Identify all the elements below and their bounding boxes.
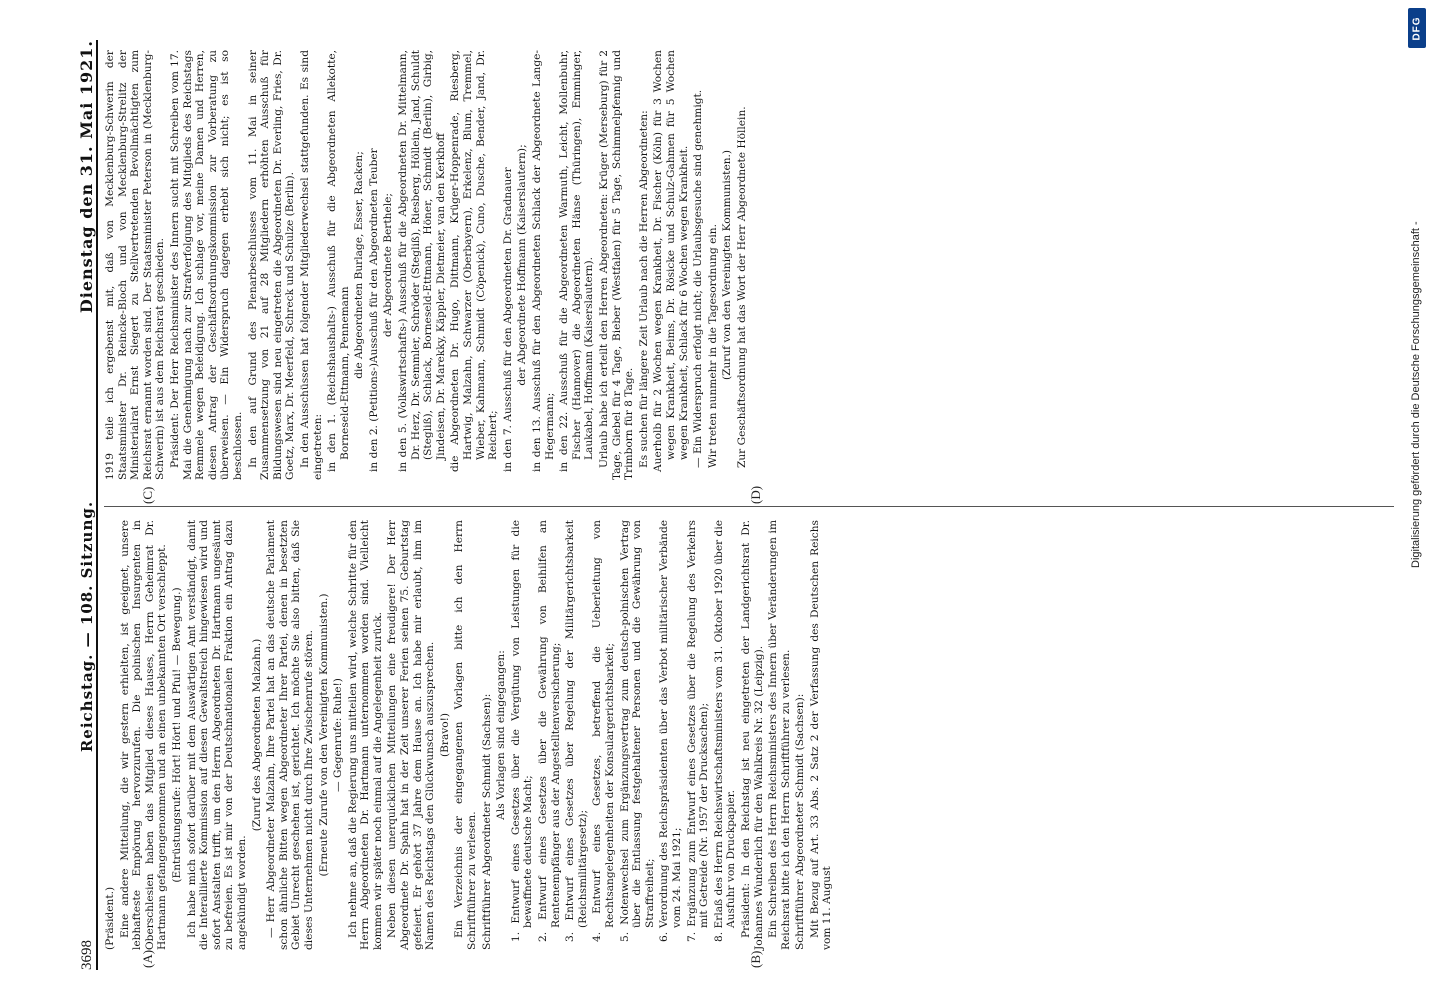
paragraph: Mit Bezug auf Art. 33 Abs. 2 Satz 2 der Verfassung des Deutschen Reichs vom 11. August — [808, 520, 834, 950]
list-item: 3. Entwurf eines Gesetzes über Regelung der Militärgerichtsbarkeit (Reichsmilitärgesetz); — [564, 520, 589, 942]
paragraph: Präsident: In den Reichstag ist neu eingetreten der Landgerichtsrat Dr. Johannes Wunderlich für den Wahlkreis Nr. 32 (Leipzig). — [739, 520, 765, 950]
speaker-tag: (Präsident.) — [104, 886, 116, 950]
list-item: 7. Ergänzung zum Entwurf eines Gesetzes über die Regelung des Verkehrs mit Getreide (Nr. 1957 der Drucksachen); — [685, 520, 711, 942]
paragraph: 1919 teile ich ergebenst mit, daß von Mecklenburg-Schwerin der Staatsminister Dr. Reincke-Bloch und von Mecklenburg-Strelitz der Ministerialrat Ernst Siegert zu Stellvertretenden Bevollmächtigten zum Reichsrat ernannt worden sind. Der Staatsminister Peterson in (Mecklenburg-Schwerin) ist aus dem Reichsrat geschieden. — [104, 50, 167, 480]
right-column — [104, 50, 751, 480]
list-item: Auerholb für 2 Wochen wegen Krankheit, Dr. Fischer (Köln) für 3 Wochen wegen Krankheit, Beims, Dr. Rösicke und Schulz-Gahmen für 5 Wochen wegen Krankheit, Schlack für 6 Wochen wegen Krankheit. — [652, 50, 690, 472]
paragraph: Ein Schreiben des Herrn Reichsministers des Innern über Veränderungen im Reichsrat bitte ich den Herrn Schriftführer zu verlesen. — [767, 520, 792, 950]
interjection: (Entrüstungsrufe: Hört! Hört! und Pfui! — Bewegung.) — [170, 587, 183, 883]
paragraph: Zur Geschäftsordnung hat das Wort der Herr Abgeordnete Höllein. — [735, 106, 748, 468]
paragraph: Es suchen für längere Zeit Urlaub nach die Herren Abgeordneten: — [637, 110, 650, 468]
page-number: 3698 — [79, 940, 95, 970]
list-item: 5. Notenwechsel zum Ergänzungsvertrag zum deutsch-polnischen Vertrag über die Entlassung festgehaltener Personen und die Gewährung von Straffreiheit; — [618, 520, 656, 942]
list-item: die Abgeordneten Dr. Hugo, Dittmann, Krüger-Hoppenrade, Riesberg, Hartwig, Malzahn, Schwarzer (Oberbayern), Erkelenz, Blum, Tremmel, Wieber, Kahmann, Schmidt (Cöpenick), Cuno, Dusche, Bender, Jand, Dr. Reichert; — [449, 50, 500, 472]
funding-note — [1406, 8, 1428, 992]
list-item: 6. Verordnung des Reichspräsidenten über das Verbot militärischer Verbände vom 24. Mai 1921; — [658, 520, 683, 942]
list-item: in den 5. (Volkswirtschafts-) Ausschuß für die Abgeordneten Dr. Mittelmann, Dr. Herz, Dr. Semmler, Schröder (Stegliß), Riesberg, Höllein, Jand, Schuldt (Stegliß), Schlack, Borneseld-Ettmann, Höner, Schmidt (Berlin), Girbig, Jindeisen, Dr. Marekky, Käppler, Dietmeier, van den Kerkhoff — [397, 50, 447, 472]
paragraph: Ein Verzeichnis der eingegangenen Vorlagen bitte ich den Herrn Schriftführer zu verlesen. — [453, 520, 479, 950]
margin-letter-c: (C) — [140, 486, 155, 504]
margin-letter-b: (B) — [748, 950, 763, 968]
paragraph: Neben diesen unerquicklichen Mitteilungen eine freudigere! Der Herr Abgeordnete Dr. Spahn hat in der Zeit unserer Ferien seinen 75. Geburtstag gefeiert. Er gehört 37 Jahre dem Hause an. Ich habe mir erlaubt, ihm im Namen des Reichstags den Glückwunsch auszusprechen. — [386, 520, 437, 950]
column-divider — [104, 506, 1394, 507]
left-column — [104, 520, 836, 950]
list-item: die Abgeordneten Burlage, Esser, Racken; — [353, 151, 366, 379]
paragraph: — Herr Abgeordneter Malzahn, Ihre Partei hat an das deutsche Parlament schon ähnliche Bitten wegen Abgeordneter Ihrer Partei, denen in besetzten Gebiet Unrecht geschehen ist, gerichtet. Ich möchte Sie also bitten, daß Sie dieses Unternehmen nicht durch Ihre Zwischenrufe stören. — [265, 520, 315, 950]
list-item: der Abgeordnete Berthele; — [382, 193, 395, 337]
interjection: (Erneute Zurufe von den Vereinigten Kommunisten.) — [317, 593, 330, 877]
paragraph: Ich habe mich sofort darüber mit dem Auswärtigen Amt verständigt, damit die Interalliierte Kommission auf diesen Gewaltstreich hingewiesen wird und sofort Anstalten trifft, um den Herrn Abgeordneten Dr. Hartmann ungesäumt zu befreien. Es ist mir von der Deutschnationalen Fraktion ein Antrag dazu angekündigt worden. — [185, 520, 248, 950]
running-head — [68, 40, 98, 970]
list-item: in den 22. Ausschuß für die Abgeordneten Warmuth, Leicht, Mollenbuhr, Fischer (Hannover) die Abgeordneten Hänse (Thüringen), Emminger, Laukabel, Hoffmann (Kaiserslautern). — [558, 50, 596, 472]
list-item: der Abgeordnete Hoffmann (Kaiserslautern); — [516, 144, 529, 386]
list-item: in den 1. (Reichshaushalts-) Ausschuß für die Abgeordneten Allekotte, Borneseld-Ettmann, Pennemann — [326, 50, 351, 472]
session-date: Dienstag den 31. Mai 1921. — [77, 40, 96, 314]
interjection: (Zuruf des Abgeordneten Malzahn.) — [250, 638, 263, 832]
interjection: (Bravo!) — [438, 712, 451, 758]
paragraph: In den Ausschüssen hat folgender Mitgliederwechsel stattgefunden. Es sind eingetreten: — [298, 50, 324, 480]
margin-letter-a: (A) — [140, 949, 155, 968]
margin-letter-d: (D) — [748, 485, 763, 504]
paragraph: Urlaub habe ich erteilt den Herren Abgeordneten: Krüger (Merseburg) für 2 Tage, Giebel für 4 Tage, Bieber (Westfalen) für 5 Tage, Schimmelpfennig und Trimborn für 8 Tage. — [597, 50, 636, 480]
list-item: 4. Entwurf eines Gesetzes, betreffend die Ueberleitung von Rechtsangelegenheiten der Konsulargerichtsbarkeit; — [591, 520, 616, 942]
list-item: in den 13. Ausschuß für den Abgeordneten Schlack der Abgeordnete Lange-Hegermann; — [531, 50, 556, 472]
paragraph: Ich nehme an, daß die Regierung uns mitteilen wird, welche Schritte für den Herrn Abgeordneten Dr. Hartmann unternommen worden sind. Vielleicht kommen wir später noch einmal auf die Angelegenheit zurück. — [346, 520, 384, 950]
funding-text: Digitalisierung gefördert durch die Deutsche Forschungsgemeinschaft - — [1410, 221, 1422, 568]
speaker-line: Schriftführer Abgeordneter Schmidt (Sachsen): — [794, 693, 807, 950]
interjection: — Gegenrufe: Ruhe!) — [332, 678, 345, 792]
paragraph: Eine andere Mitteilung, die wir gestern erhielten, ist geeignet, unsere lebhafteste Empörung hervorzurufen. Die polnischen Insurgenten in Oberschlesien haben das Mitglied dieses Hauses, Herrn Geheimrat Dr. Hartmann gefangengenommen und an einen unbekannten Ort verschleppt. — [118, 520, 169, 950]
dfg-logo — [1408, 8, 1426, 48]
speaker-line: Schriftführer Abgeordneter Schmidt (Sachsen): — [480, 693, 493, 950]
list-item: 8. Erlaß des Herrn Reichswirtschaftsministers vom 31. Oktober 1920 über die Ausfuhr von Druckpapier. — [712, 520, 738, 942]
list-item: in den 2. (Petitions-)Ausschuß für den Abgeordneten Teuber — [367, 148, 380, 472]
paragraph: In den auf Grund des Plenarbeschlusses vom 11. Mai in seiner Zusammensetzung von 21 auf 28 Mitgliedern erhöhten Ausschuß für Bildungswesen sind neu eingetreten die Abgeordneten Dr. Everling, Fries, Dr. Goetz, Marx, Dr. Meerfeld, Schreck und Schulze (Berlin). — [246, 50, 297, 480]
list-item: in den 7. Ausschuß für den Abgeordneten Dr. Gradnauer — [501, 167, 514, 472]
session-title: Reichstag. — 108. Sitzung. — [78, 500, 96, 753]
rotated-document-page — [48, 0, 1434, 1000]
dfg-logo-text: DFG — [1411, 15, 1423, 41]
list-item: 2. Entwurf eines Gesetzes über die Gewährung von Beihilfen an Rentenempfänger aus der Angestelltenversicherung; — [537, 520, 562, 942]
paragraph: — Ein Widerspruch erfolgt nicht; die Urlaubsgesuche sind genehmigt. — [692, 89, 705, 468]
list-heading: Als Vorlagen sind eingegangen: — [495, 650, 508, 820]
list-item: 1. Entwurf eines Gesetzes über die Vergütung von Leistungen für die bewaffnete deutsche Macht; — [509, 520, 535, 942]
interjection: (Zuruf von den Vereinigten Kommunisten.) — [721, 149, 734, 381]
paragraph: Präsident: Der Herr Reichsminister des Innern sucht mit Schreiben vom 17. Mai die Genehmigung nach zur Strafverfolgung des Mitglieds des Reichstags Remmele wegen Beleidigung. Ich schlage vor, meine Damen und Herren, diesen Antrag der Geschäftsordnungskommission zur Vorberatung zu überweisen. — Ein Widerspruch dagegen erhebt sich nicht; es ist so beschlossen. — [168, 50, 244, 480]
paragraph: Wir treten nunmehr in die Tagesordnung ein. — [706, 224, 719, 468]
